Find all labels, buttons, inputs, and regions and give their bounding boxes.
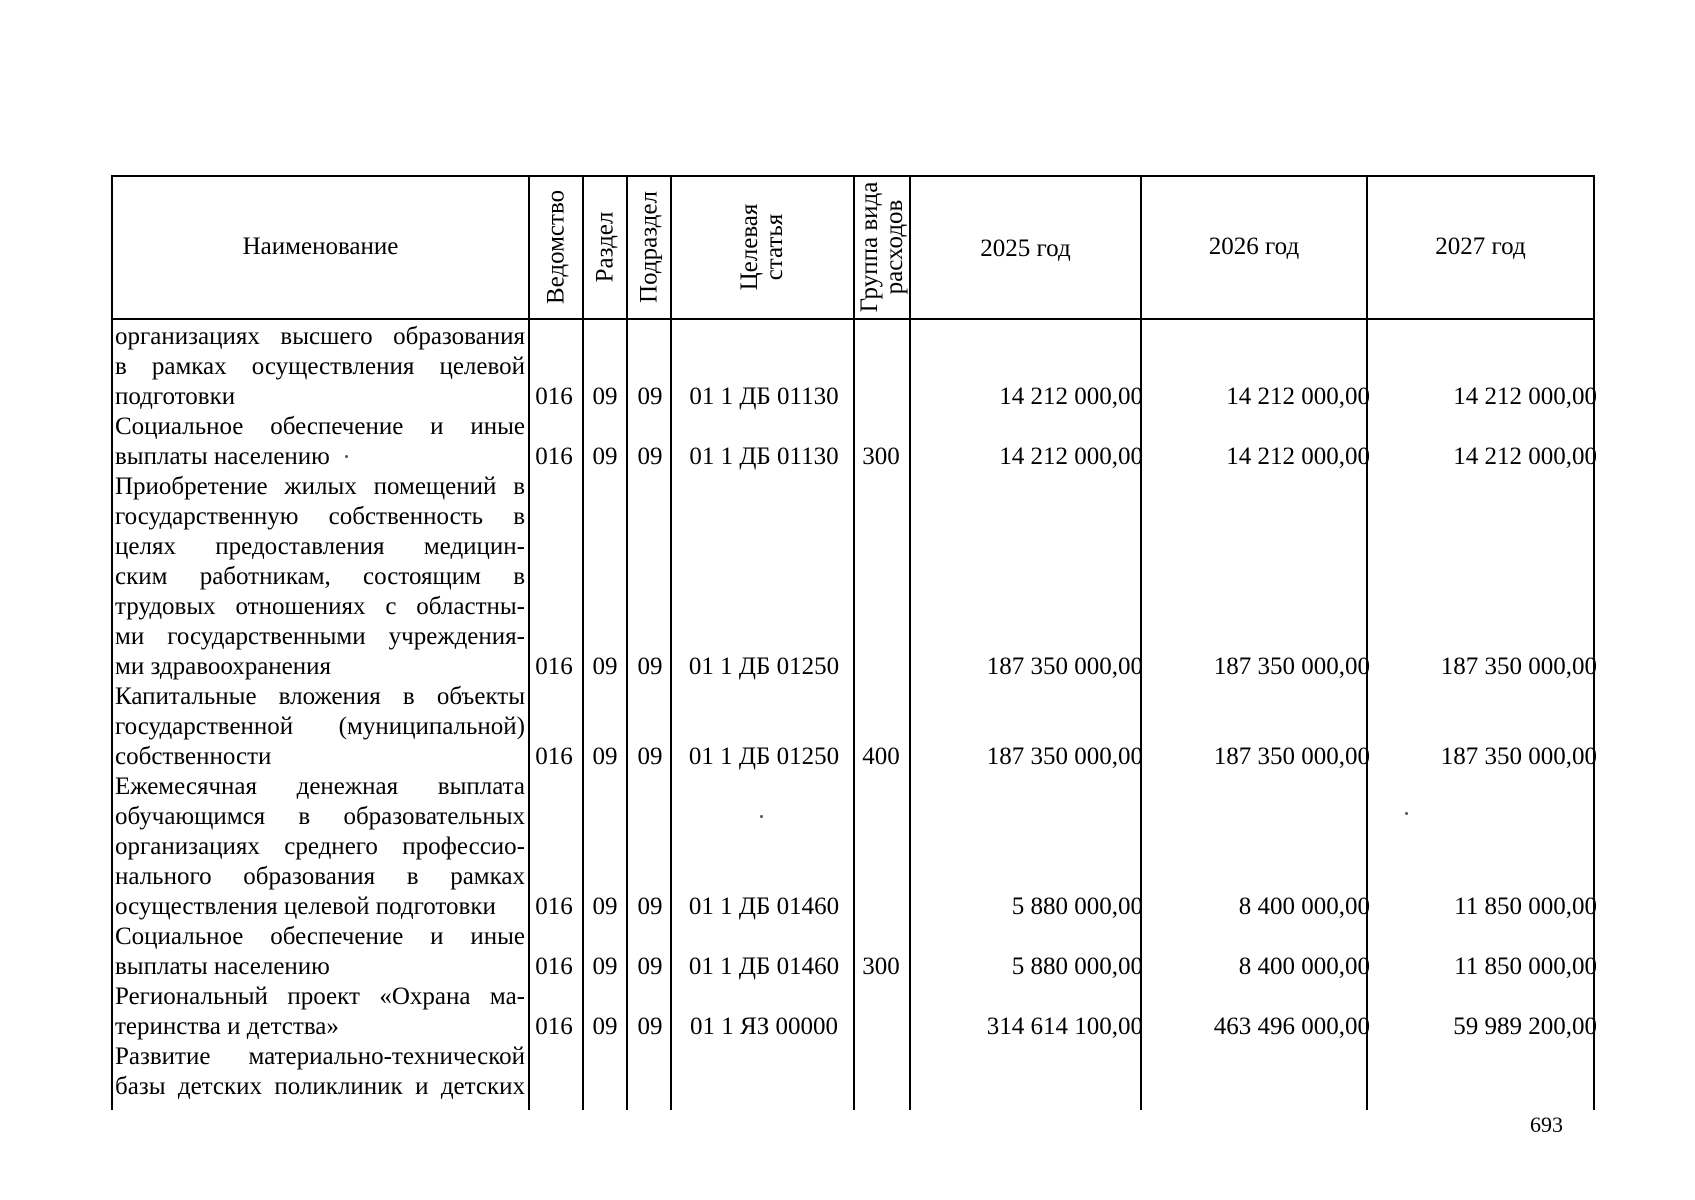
col-border-left xyxy=(111,175,113,1110)
row-2-2027: 14 212 000,00 xyxy=(1453,443,1597,470)
row-7-vedomstvo: 016 xyxy=(535,1013,573,1040)
row-5-razdel: 09 xyxy=(592,893,618,920)
row-3-razdel: 09 xyxy=(592,653,618,680)
row-5-name: Ежемесячная денежная выплата обучающимся в образовательных организациях среднего профессио- нального образования в рамках осуществления целевой подготовки xyxy=(115,773,525,920)
row-3-2026: 187 350 000,00 xyxy=(1213,653,1370,680)
row-1-vedomstvo: 016 xyxy=(535,383,573,410)
row-2-razdel: 09 xyxy=(592,443,618,470)
row-4-vedomstvo: 016 xyxy=(535,743,573,770)
scan-speck xyxy=(760,815,763,818)
header-podrazdel: Подраздел xyxy=(635,191,663,303)
col-border-vedomstvo xyxy=(582,175,584,1110)
row-4-celevaya: 01 1 ДБ 01250 xyxy=(688,743,840,770)
header-2025: 2025 год xyxy=(980,235,1071,262)
header-gruppa-line1: Группа вида xyxy=(856,181,883,313)
row-6-razdel: 09 xyxy=(592,953,618,980)
col-border-gruppa xyxy=(909,175,911,1110)
row-2-gruppa: 300 xyxy=(862,443,900,470)
scan-speck xyxy=(345,455,348,458)
row-5-2025: 5 880 000,00 xyxy=(1011,893,1143,920)
row-2-2025: 14 212 000,00 xyxy=(999,443,1143,470)
row-6-celevaya: 01 1 ДБ 01460 xyxy=(688,953,840,980)
col-border-razdel xyxy=(626,175,628,1110)
row-3-2025: 187 350 000,00 xyxy=(986,653,1143,680)
row-6-podrazdel: 09 xyxy=(637,953,663,980)
row-1-name: организациях высшего образования в рамках осуществления целевой подготовки xyxy=(115,323,525,410)
row-4-name: Капитальные вложения в объекты государственной (муниципальной) собственности xyxy=(115,683,525,770)
row-7-2025: 314 614 100,00 xyxy=(986,1013,1143,1040)
row-3-celevaya: 01 1 ДБ 01250 xyxy=(688,653,840,680)
row-6-gruppa: 300 xyxy=(862,953,900,980)
row-3-name: Приобретение жилых помещений в государственную собственность в целях предоставления медицин- ским работникам, состоящим в трудовых отношениях с областны- ми государственными учреждения- ми здравоохранения xyxy=(115,473,525,680)
row-7-razdel: 09 xyxy=(592,1013,618,1040)
row-5-2026: 8 400 000,00 xyxy=(1238,893,1370,920)
row-5-2027: 11 850 000,00 xyxy=(1454,893,1597,920)
row-2-vedomstvo: 016 xyxy=(535,443,573,470)
row-4-gruppa: 400 xyxy=(862,743,900,770)
row-5-vedomstvo: 016 xyxy=(535,893,573,920)
row-6-2026: 8 400 000,00 xyxy=(1238,953,1370,980)
row-6-vedomstvo: 016 xyxy=(535,953,573,980)
page-number: 693 xyxy=(1530,1112,1563,1137)
row-1-razdel: 09 xyxy=(592,383,618,410)
row-8-name: Развитие материально-технической базы детских поликлиник и детских xyxy=(115,1043,525,1100)
row-4-razdel: 09 xyxy=(592,743,618,770)
col-border-podrazdel xyxy=(670,175,672,1110)
row-7-name: Региональный проект «Охрана ма- теринства и детства» xyxy=(115,983,525,1040)
header-celevaya-line2: статья xyxy=(761,213,788,281)
row-1-celevaya: 01 1 ДБ 01130 xyxy=(689,383,839,410)
row-7-podrazdel: 09 xyxy=(637,1013,663,1040)
header-2026: 2026 год xyxy=(1208,233,1300,260)
header-vedomstvo: Ведомство xyxy=(542,189,570,305)
row-2-name: Социальное обеспечение и иные выплаты населению xyxy=(115,413,525,470)
header-2027: 2027 год xyxy=(1435,233,1526,260)
row-2-celevaya: 01 1 ДБ 01130 xyxy=(689,443,839,470)
header-name: Наименование xyxy=(242,233,399,260)
header-celevaya xyxy=(737,204,787,291)
row-1-podrazdel: 09 xyxy=(637,383,663,410)
col-border-name xyxy=(528,175,530,1110)
header-gruppa-line2: расходов xyxy=(881,199,908,295)
row-4-2025: 187 350 000,00 xyxy=(986,743,1143,770)
row-3-vedomstvo: 016 xyxy=(535,653,573,680)
row-1-2025: 14 212 000,00 xyxy=(999,383,1143,410)
row-4-2027: 187 350 000,00 xyxy=(1440,743,1597,770)
row-2-2026: 14 212 000,00 xyxy=(1226,443,1370,470)
row-1-2027: 14 212 000,00 xyxy=(1453,383,1597,410)
row-7-2026: 463 496 000,00 xyxy=(1213,1013,1370,1040)
row-4-podrazdel: 09 xyxy=(637,743,663,770)
row-4-2026: 187 350 000,00 xyxy=(1213,743,1370,770)
row-2-podrazdel: 09 xyxy=(637,443,663,470)
scan-speck xyxy=(1405,812,1408,815)
row-7-2027: 59 989 200,00 xyxy=(1453,1013,1597,1040)
row-1-2026: 14 212 000,00 xyxy=(1226,383,1370,410)
header-razdel: Раздел xyxy=(591,211,619,283)
row-5-podrazdel: 09 xyxy=(637,893,663,920)
row-6-2025: 5 880 000,00 xyxy=(1011,953,1143,980)
row-6-name: Социальное обеспечение и иные выплаты населению xyxy=(115,923,525,980)
header-celevaya-line1: Целевая xyxy=(736,203,763,291)
row-3-podrazdel: 09 xyxy=(637,653,663,680)
row-5-celevaya: 01 1 ДБ 01460 xyxy=(688,893,840,920)
header-gruppa xyxy=(857,182,907,313)
row-7-celevaya: 01 1 ЯЗ 00000 xyxy=(690,1013,838,1040)
row-3-2027: 187 350 000,00 xyxy=(1440,653,1597,680)
row-6-2027: 11 850 000,00 xyxy=(1454,953,1597,980)
